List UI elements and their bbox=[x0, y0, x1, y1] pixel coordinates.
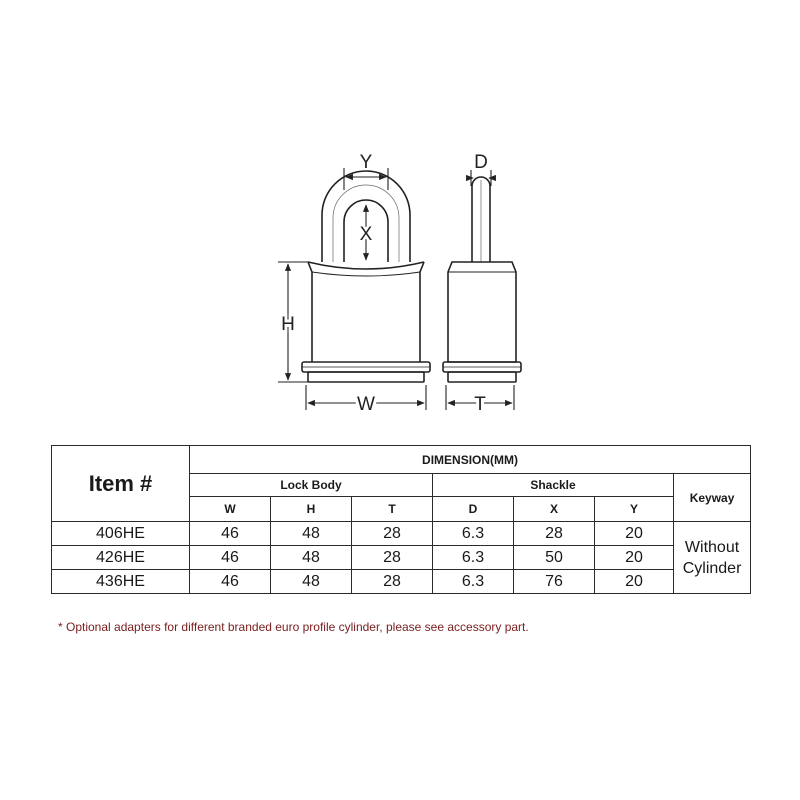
value-cell: 50 bbox=[514, 546, 595, 570]
table-row bbox=[52, 546, 751, 570]
value-cell: 48 bbox=[271, 570, 352, 594]
dimension-table bbox=[51, 445, 751, 594]
keyway-header: Keyway bbox=[674, 474, 751, 522]
value-cell: 28 bbox=[514, 522, 595, 546]
col-header-h: H bbox=[271, 497, 352, 522]
side-body bbox=[448, 262, 516, 362]
value-cell: 28 bbox=[352, 570, 433, 594]
keyway-cell bbox=[674, 522, 751, 594]
value-cell: 20 bbox=[595, 522, 674, 546]
label-t: T bbox=[474, 394, 486, 415]
body-top bbox=[308, 262, 424, 269]
col-header-y: Y bbox=[595, 497, 674, 522]
value-cell: 46 bbox=[190, 546, 271, 570]
value-cell: 6.3 bbox=[433, 522, 514, 546]
value-cell: 46 bbox=[190, 570, 271, 594]
value-cell: 48 bbox=[271, 546, 352, 570]
keyway-line-2: Cylinder bbox=[682, 559, 742, 577]
side-view bbox=[443, 177, 521, 382]
value-cell: 76 bbox=[514, 570, 595, 594]
col-header-w: W bbox=[190, 497, 271, 522]
item-cell: 406HE bbox=[52, 522, 190, 546]
lock-body-header: Lock Body bbox=[190, 474, 433, 497]
label-w: W bbox=[357, 394, 375, 415]
value-cell: 20 bbox=[595, 546, 674, 570]
label-h: H bbox=[281, 314, 295, 335]
body-left bbox=[308, 262, 312, 362]
front-view bbox=[302, 171, 430, 382]
body-right bbox=[420, 262, 424, 362]
table-row bbox=[52, 522, 751, 546]
label-d: D bbox=[474, 152, 488, 173]
col-header-t: T bbox=[352, 497, 433, 522]
value-cell: 48 bbox=[271, 522, 352, 546]
shackle-header: Shackle bbox=[433, 474, 674, 497]
value-cell: 20 bbox=[595, 570, 674, 594]
value-cell: 46 bbox=[190, 522, 271, 546]
col-header-x: X bbox=[514, 497, 595, 522]
item-cell: 436HE bbox=[52, 570, 190, 594]
label-x: X bbox=[359, 224, 373, 245]
item-cell: 426HE bbox=[52, 546, 190, 570]
value-cell: 28 bbox=[352, 522, 433, 546]
table-row bbox=[52, 570, 751, 594]
col-header-d: D bbox=[433, 497, 514, 522]
item-header: Item # bbox=[52, 446, 190, 522]
dimension-header: DIMENSION(MM) bbox=[190, 446, 751, 474]
value-cell: 6.3 bbox=[433, 546, 514, 570]
value-cell: 28 bbox=[352, 546, 433, 570]
value-cell: 6.3 bbox=[433, 570, 514, 594]
footnote: * Optional adapters for different branded euro profile cylinder, please see accessory part. bbox=[58, 620, 529, 634]
keyway-line-1: Without bbox=[684, 538, 740, 556]
label-y: Y bbox=[359, 152, 373, 173]
